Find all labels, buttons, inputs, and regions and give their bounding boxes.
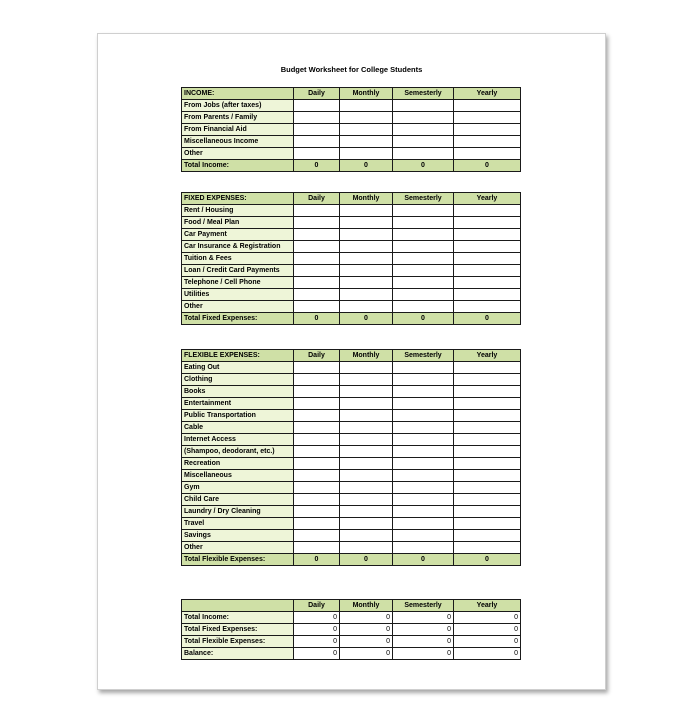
entry-cell-yearly[interactable] xyxy=(454,112,521,124)
summary-value-yearly: 0 xyxy=(454,636,521,648)
entry-cell-yearly[interactable] xyxy=(454,518,521,530)
entry-cell-semesterly[interactable] xyxy=(393,470,454,482)
entry-cell-yearly[interactable] xyxy=(454,124,521,136)
row-label: Telephone / Cell Phone xyxy=(182,277,294,289)
row-label: Other xyxy=(182,301,294,313)
fixed-expenses-table xyxy=(181,192,521,325)
entry-cell-monthly[interactable] xyxy=(340,446,393,458)
table-row xyxy=(182,530,521,542)
row-label: Public Transportation xyxy=(182,410,294,422)
entry-cell-monthly[interactable] xyxy=(340,265,393,277)
entry-cell-monthly[interactable] xyxy=(340,100,393,112)
table-row xyxy=(182,362,521,374)
entry-cell-monthly[interactable] xyxy=(340,422,393,434)
entry-cell-daily[interactable] xyxy=(294,446,340,458)
entry-cell-yearly[interactable] xyxy=(454,470,521,482)
row-label: From Jobs (after taxes) xyxy=(182,100,294,112)
column-header-daily: Daily xyxy=(294,350,340,362)
entry-cell-daily[interactable] xyxy=(294,301,340,313)
entry-cell-yearly[interactable] xyxy=(454,217,521,229)
summary-value-yearly: 0 xyxy=(454,612,521,624)
table-row xyxy=(182,253,521,265)
table-row xyxy=(182,518,521,530)
entry-cell-daily[interactable] xyxy=(294,205,340,217)
row-label: Travel xyxy=(182,518,294,530)
entry-cell-yearly[interactable] xyxy=(454,362,521,374)
income-total-monthly: 0 xyxy=(340,160,393,172)
entry-cell-daily[interactable] xyxy=(294,410,340,422)
entry-cell-semesterly[interactable] xyxy=(393,229,454,241)
entry-cell-monthly[interactable] xyxy=(340,410,393,422)
entry-cell-semesterly[interactable] xyxy=(393,386,454,398)
entry-cell-daily[interactable] xyxy=(294,470,340,482)
entry-cell-semesterly[interactable] xyxy=(393,277,454,289)
fixed-total-monthly: 0 xyxy=(340,313,393,325)
entry-cell-yearly[interactable] xyxy=(454,542,521,554)
entry-cell-daily[interactable] xyxy=(294,482,340,494)
entry-cell-monthly[interactable] xyxy=(340,494,393,506)
entry-cell-yearly[interactable] xyxy=(454,386,521,398)
entry-cell-monthly[interactable] xyxy=(340,506,393,518)
row-label: Gym xyxy=(182,482,294,494)
fixed-header-row xyxy=(182,193,521,205)
row-label: Rent / Housing xyxy=(182,205,294,217)
entry-cell-daily[interactable] xyxy=(294,100,340,112)
table-row xyxy=(182,229,521,241)
column-header-monthly: Monthly xyxy=(340,350,393,362)
entry-cell-semesterly[interactable] xyxy=(393,362,454,374)
entry-cell-monthly[interactable] xyxy=(340,482,393,494)
summary-value-monthly: 0 xyxy=(340,648,393,660)
entry-cell-monthly[interactable] xyxy=(340,148,393,160)
entry-cell-yearly[interactable] xyxy=(454,398,521,410)
entry-cell-daily[interactable] xyxy=(294,530,340,542)
fixed-total-semesterly: 0 xyxy=(393,313,454,325)
table-row xyxy=(182,470,521,482)
table-row xyxy=(182,124,521,136)
summary-value-semesterly: 0 xyxy=(393,612,454,624)
entry-cell-yearly[interactable] xyxy=(454,458,521,470)
entry-cell-monthly[interactable] xyxy=(340,301,393,313)
table-row xyxy=(182,217,521,229)
entry-cell-yearly[interactable] xyxy=(454,434,521,446)
table-row xyxy=(182,386,521,398)
entry-cell-monthly[interactable] xyxy=(340,542,393,554)
fixed-total-yearly: 0 xyxy=(454,313,521,325)
table-row xyxy=(182,398,521,410)
entry-cell-monthly[interactable] xyxy=(340,253,393,265)
row-label: Clothing xyxy=(182,374,294,386)
entry-cell-semesterly[interactable] xyxy=(393,241,454,253)
entry-cell-yearly[interactable] xyxy=(454,530,521,542)
table-row xyxy=(182,494,521,506)
table-row xyxy=(182,482,521,494)
summary-row-label: Total Flexible Expenses: xyxy=(182,636,294,648)
income-table xyxy=(181,87,521,172)
entry-cell-monthly[interactable] xyxy=(340,530,393,542)
row-label: Tuition & Fees xyxy=(182,253,294,265)
fixed-total-label: Total Fixed Expenses: xyxy=(182,313,294,325)
entry-cell-monthly[interactable] xyxy=(340,289,393,301)
table-row xyxy=(182,422,521,434)
row-label: Other xyxy=(182,148,294,160)
row-label: From Financial Aid xyxy=(182,124,294,136)
summary-row xyxy=(182,648,521,660)
column-header-yearly: Yearly xyxy=(454,350,521,362)
entry-cell-semesterly[interactable] xyxy=(393,434,454,446)
summary-value-monthly: 0 xyxy=(340,624,393,636)
entry-cell-semesterly[interactable] xyxy=(393,482,454,494)
entry-cell-daily[interactable] xyxy=(294,374,340,386)
entry-cell-daily[interactable] xyxy=(294,148,340,160)
row-label: Internet Access xyxy=(182,434,294,446)
entry-cell-yearly[interactable] xyxy=(454,277,521,289)
table-row xyxy=(182,100,521,112)
entry-cell-semesterly[interactable] xyxy=(393,374,454,386)
income-total-daily: 0 xyxy=(294,160,340,172)
column-header-monthly: Monthly xyxy=(340,88,393,100)
entry-cell-semesterly[interactable] xyxy=(393,301,454,313)
row-label: Child Care xyxy=(182,494,294,506)
table-row xyxy=(182,148,521,160)
entry-cell-yearly[interactable] xyxy=(454,422,521,434)
entry-cell-monthly[interactable] xyxy=(340,458,393,470)
row-label: Other xyxy=(182,542,294,554)
summary-row xyxy=(182,624,521,636)
entry-cell-monthly[interactable] xyxy=(340,434,393,446)
row-label: Recreation xyxy=(182,458,294,470)
table-row xyxy=(182,265,521,277)
table-row xyxy=(182,458,521,470)
entry-cell-daily[interactable] xyxy=(294,434,340,446)
row-label: Savings xyxy=(182,530,294,542)
entry-cell-semesterly[interactable] xyxy=(393,518,454,530)
entry-cell-semesterly[interactable] xyxy=(393,205,454,217)
entry-cell-yearly[interactable] xyxy=(454,482,521,494)
table-row xyxy=(182,136,521,148)
summary-table xyxy=(181,599,521,660)
table-row xyxy=(182,410,521,422)
entry-cell-daily[interactable] xyxy=(294,386,340,398)
entry-cell-yearly[interactable] xyxy=(454,136,521,148)
income-total-row xyxy=(182,160,521,172)
entry-cell-daily[interactable] xyxy=(294,422,340,434)
table-row xyxy=(182,277,521,289)
entry-cell-yearly[interactable] xyxy=(454,205,521,217)
flexible-total-semesterly: 0 xyxy=(393,554,454,566)
table-row xyxy=(182,241,521,253)
column-header-semesterly: Semesterly xyxy=(393,88,454,100)
entry-cell-yearly[interactable] xyxy=(454,289,521,301)
income-total-label: Total Income: xyxy=(182,160,294,172)
column-header-semesterly: Semesterly xyxy=(393,600,454,612)
entry-cell-daily[interactable] xyxy=(294,458,340,470)
entry-cell-yearly[interactable] xyxy=(454,253,521,265)
income-section-heading: INCOME: xyxy=(182,88,294,100)
fixed-total-row xyxy=(182,313,521,325)
entry-cell-semesterly[interactable] xyxy=(393,506,454,518)
flexible-header-row xyxy=(182,350,521,362)
column-header-daily: Daily xyxy=(294,600,340,612)
income-header-row xyxy=(182,88,521,100)
entry-cell-monthly[interactable] xyxy=(340,229,393,241)
entry-cell-yearly[interactable] xyxy=(454,241,521,253)
summary-row xyxy=(182,612,521,624)
entry-cell-monthly[interactable] xyxy=(340,124,393,136)
worksheet-title: Budget Worksheet for College Students xyxy=(280,65,423,74)
entry-cell-daily[interactable] xyxy=(294,124,340,136)
row-label: Cable xyxy=(182,422,294,434)
entry-cell-semesterly[interactable] xyxy=(393,112,454,124)
summary-value-daily: 0 xyxy=(294,624,340,636)
summary-value-monthly: 0 xyxy=(340,636,393,648)
entry-cell-semesterly[interactable] xyxy=(393,148,454,160)
summary-value-yearly: 0 xyxy=(454,624,521,636)
summary-row-label: Balance: xyxy=(182,648,294,660)
entry-cell-daily[interactable] xyxy=(294,136,340,148)
row-label: Books xyxy=(182,386,294,398)
entry-cell-yearly[interactable] xyxy=(454,374,521,386)
table-row xyxy=(182,434,521,446)
flexible-total-daily: 0 xyxy=(294,554,340,566)
column-header-semesterly: Semesterly xyxy=(393,193,454,205)
entry-cell-daily[interactable] xyxy=(294,277,340,289)
entry-cell-semesterly[interactable] xyxy=(393,253,454,265)
row-label: Food / Meal Plan xyxy=(182,217,294,229)
summary-value-semesterly: 0 xyxy=(393,624,454,636)
entry-cell-monthly[interactable] xyxy=(340,205,393,217)
worksheet-page xyxy=(97,33,606,690)
row-label: From Parents / Family xyxy=(182,112,294,124)
entry-cell-daily[interactable] xyxy=(294,217,340,229)
row-label: Loan / Credit Card Payments xyxy=(182,265,294,277)
column-header-daily: Daily xyxy=(294,193,340,205)
summary-value-semesterly: 0 xyxy=(393,648,454,660)
entry-cell-monthly[interactable] xyxy=(340,112,393,124)
row-label: Miscellaneous xyxy=(182,470,294,482)
entry-cell-monthly[interactable] xyxy=(340,136,393,148)
table-row xyxy=(182,112,521,124)
summary-value-daily: 0 xyxy=(294,612,340,624)
fixed-total-daily: 0 xyxy=(294,313,340,325)
summary-value-yearly: 0 xyxy=(454,648,521,660)
flexible-total-monthly: 0 xyxy=(340,554,393,566)
entry-cell-daily[interactable] xyxy=(294,289,340,301)
entry-cell-daily[interactable] xyxy=(294,362,340,374)
entry-cell-yearly[interactable] xyxy=(454,229,521,241)
summary-header-row xyxy=(182,600,521,612)
column-header-monthly: Monthly xyxy=(340,193,393,205)
entry-cell-monthly[interactable] xyxy=(340,217,393,229)
entry-cell-yearly[interactable] xyxy=(454,446,521,458)
row-label: Car Insurance & Registration xyxy=(182,241,294,253)
income-total-semesterly: 0 xyxy=(393,160,454,172)
entry-cell-semesterly[interactable] xyxy=(393,458,454,470)
entry-cell-daily[interactable] xyxy=(294,265,340,277)
table-row xyxy=(182,289,521,301)
table-row xyxy=(182,374,521,386)
entry-cell-semesterly[interactable] xyxy=(393,398,454,410)
row-label: Laundry / Dry Cleaning xyxy=(182,506,294,518)
summary-header-blank xyxy=(182,600,294,612)
row-label: (Shampoo, deodorant, etc.) xyxy=(182,446,294,458)
entry-cell-semesterly[interactable] xyxy=(393,446,454,458)
entry-cell-semesterly[interactable] xyxy=(393,542,454,554)
entry-cell-yearly[interactable] xyxy=(454,301,521,313)
flexible-total-label: Total Flexible Expenses: xyxy=(182,554,294,566)
entry-cell-monthly[interactable] xyxy=(340,277,393,289)
summary-value-semesterly: 0 xyxy=(393,636,454,648)
entry-cell-monthly[interactable] xyxy=(340,374,393,386)
entry-cell-semesterly[interactable] xyxy=(393,410,454,422)
flexible-expenses-table xyxy=(181,349,521,566)
flexible-total-yearly: 0 xyxy=(454,554,521,566)
column-header-yearly: Yearly xyxy=(454,193,521,205)
table-row xyxy=(182,542,521,554)
entry-cell-daily[interactable] xyxy=(294,506,340,518)
fixed-section-heading: FIXED EXPENSES: xyxy=(182,193,294,205)
summary-value-daily: 0 xyxy=(294,636,340,648)
entry-cell-semesterly[interactable] xyxy=(393,422,454,434)
summary-value-monthly: 0 xyxy=(340,612,393,624)
entry-cell-yearly[interactable] xyxy=(454,494,521,506)
entry-cell-yearly[interactable] xyxy=(454,148,521,160)
entry-cell-daily[interactable] xyxy=(294,398,340,410)
entry-cell-daily[interactable] xyxy=(294,253,340,265)
table-row xyxy=(182,205,521,217)
entry-cell-monthly[interactable] xyxy=(340,241,393,253)
entry-cell-yearly[interactable] xyxy=(454,100,521,112)
row-label: Eating Out xyxy=(182,362,294,374)
summary-row xyxy=(182,636,521,648)
column-header-semesterly: Semesterly xyxy=(393,350,454,362)
table-row xyxy=(182,506,521,518)
entry-cell-semesterly[interactable] xyxy=(393,100,454,112)
entry-cell-semesterly[interactable] xyxy=(393,494,454,506)
entry-cell-monthly[interactable] xyxy=(340,470,393,482)
entry-cell-monthly[interactable] xyxy=(340,362,393,374)
entry-cell-monthly[interactable] xyxy=(340,398,393,410)
entry-cell-daily[interactable] xyxy=(294,494,340,506)
row-label: Car Payment xyxy=(182,229,294,241)
entry-cell-daily[interactable] xyxy=(294,229,340,241)
summary-value-daily: 0 xyxy=(294,648,340,660)
entry-cell-daily[interactable] xyxy=(294,518,340,530)
column-header-daily: Daily xyxy=(294,88,340,100)
entry-cell-yearly[interactable] xyxy=(454,506,521,518)
table-row xyxy=(182,446,521,458)
entry-cell-daily[interactable] xyxy=(294,112,340,124)
flexible-section-heading: FLEXIBLE EXPENSES: xyxy=(182,350,294,362)
entry-cell-monthly[interactable] xyxy=(340,386,393,398)
entry-cell-semesterly[interactable] xyxy=(393,265,454,277)
column-header-yearly: Yearly xyxy=(454,600,521,612)
row-label: Miscellaneous Income xyxy=(182,136,294,148)
entry-cell-yearly[interactable] xyxy=(454,265,521,277)
summary-row-label: Total Fixed Expenses: xyxy=(182,624,294,636)
flexible-total-row xyxy=(182,554,521,566)
summary-row-label: Total Income: xyxy=(182,612,294,624)
table-row xyxy=(182,301,521,313)
entry-cell-yearly[interactable] xyxy=(454,410,521,422)
row-label: Utilities xyxy=(182,289,294,301)
row-label: Entertainment xyxy=(182,398,294,410)
entry-cell-semesterly[interactable] xyxy=(393,289,454,301)
column-header-monthly: Monthly xyxy=(340,600,393,612)
entry-cell-monthly[interactable] xyxy=(340,518,393,530)
entry-cell-semesterly[interactable] xyxy=(393,136,454,148)
entry-cell-semesterly[interactable] xyxy=(393,530,454,542)
entry-cell-semesterly[interactable] xyxy=(393,217,454,229)
income-total-yearly: 0 xyxy=(454,160,521,172)
entry-cell-semesterly[interactable] xyxy=(393,124,454,136)
column-header-yearly: Yearly xyxy=(454,88,521,100)
entry-cell-daily[interactable] xyxy=(294,542,340,554)
entry-cell-daily[interactable] xyxy=(294,241,340,253)
